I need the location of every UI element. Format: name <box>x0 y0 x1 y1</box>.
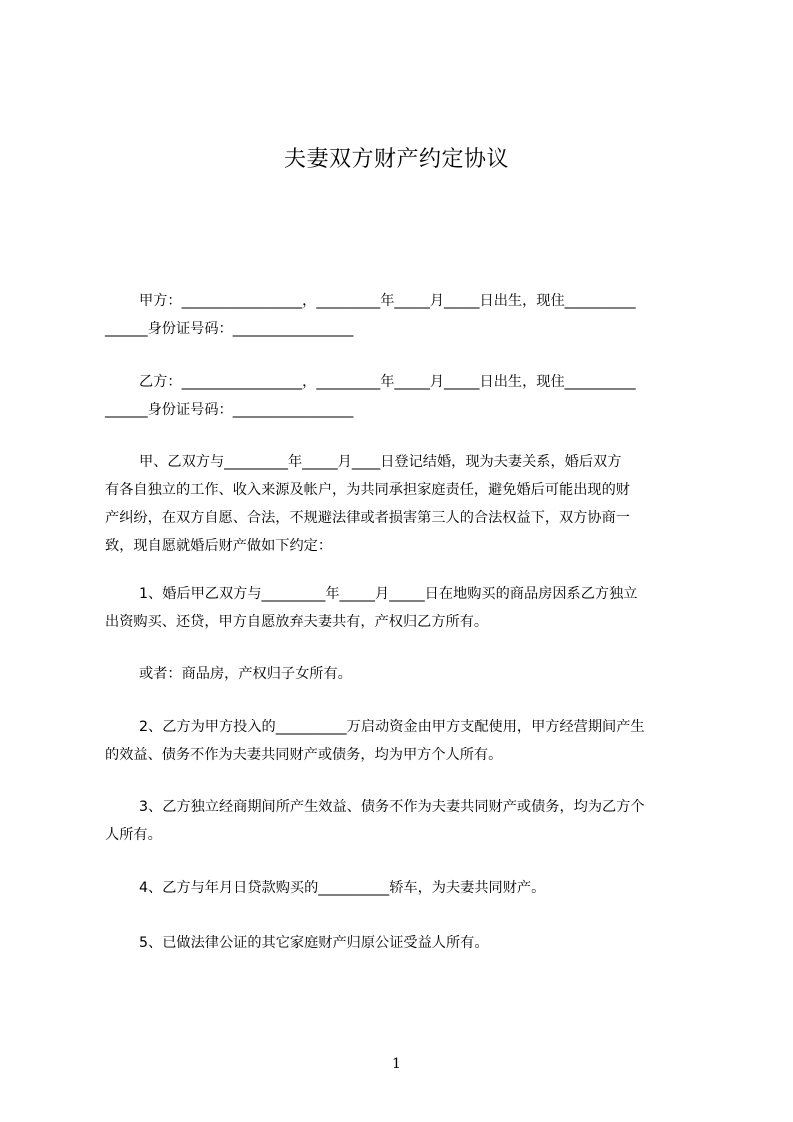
preamble-line-3: 产纠纷，在双方自愿、合法，不规避法律或者损害第三人的合法权益下，双方协商一 <box>105 510 630 526</box>
clause-2-line-1: 2、乙方为甲方投入的__________万启动资金由甲方支配使用，甲方经营期间产生 <box>139 719 645 735</box>
clause-2-line-2: 的效益、债务不作为夫妻共同财产或债务，均为甲方个人所有。 <box>105 747 503 763</box>
document-title: 夫妻双方财产约定协议 <box>283 147 509 172</box>
party-a-line-2: ______身份证号码：_________________ <box>105 321 354 337</box>
page-number: 1 <box>392 1056 401 1072</box>
clause-1-line-2: 出资购买、还贷，甲方自愿放弃夫妻共有，产权归乙方所有。 <box>105 614 489 630</box>
preamble-line-1: 甲、乙双方与_________年_____月____日登记结婚，现为夫妻关系，婚后双方 <box>139 454 622 470</box>
clause-3-line-2: 人所有。 <box>105 827 162 843</box>
party-b-line-2: ______身份证号码：_________________ <box>105 402 354 418</box>
party-b-line-1: 乙方：_________________，_________年_____月_____日出生，现住__________ <box>139 374 636 390</box>
party-a-line-1: 甲方：_________________，_________年_____月_____日出生，现住__________ <box>139 293 636 309</box>
clause-4: 4、乙方与年月日贷款购买的__________轿车，为夫妻共同财产。 <box>139 880 546 896</box>
preamble-line-4: 致，现自愿就婚后财产做如下约定： <box>105 538 333 554</box>
clause-1-alternative: 或者：商品房，产权归子女所有。 <box>139 666 352 682</box>
clause-3-line-1: 3、乙方独立经商期间所产生效益、债务不作为夫妻共同财产或债务，均为乙方个 <box>139 799 645 815</box>
clause-5: 5、已做法律公证的其它家庭财产归原公证受益人所有。 <box>139 935 489 951</box>
clause-1-line-1: 1、婚后甲乙双方与_________年_____月_____日在地购买的商品房因系乙方独立 <box>139 586 638 602</box>
preamble-line-2: 有各自独立的工作、收入来源及帐户，为共同承担家庭责任，避免婚后可能出现的财 <box>105 482 630 498</box>
